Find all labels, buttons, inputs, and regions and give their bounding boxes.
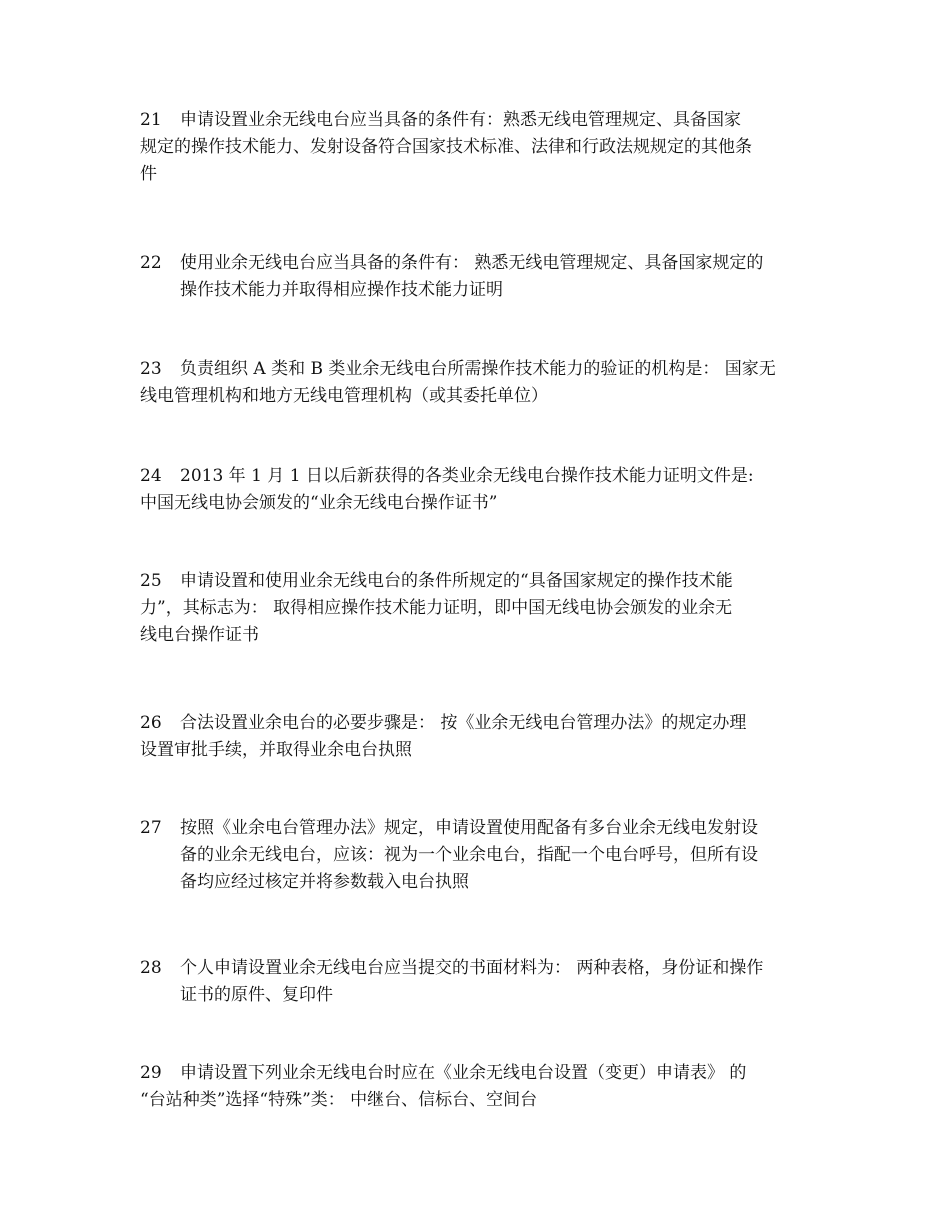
question-line: 力”，其标志为： 取得相应操作技术能力证明，即中国无线电协会颁发的业余无 — [140, 598, 733, 618]
question-line — [140, 463, 840, 490]
question-text: 负责组织 A 类和 B 类业余无线电台所需操作技术能力的验证的机构是： 国家无 — [180, 359, 776, 379]
question-text: 按照《业余电台管理办法》规定，申请设置使用配备有多台业余无线电发射设 — [180, 818, 758, 838]
question-number: 29 — [140, 1063, 162, 1083]
question-27 — [140, 815, 840, 896]
question-line: 规定的操作技术能力、发射设备符合国家技术标准、法律和行政法规规定的其他条 — [140, 137, 752, 157]
question-number: 28 — [140, 958, 162, 978]
question-number: 21 — [140, 110, 162, 130]
question-line — [140, 250, 840, 277]
question-number: 25 — [140, 571, 162, 591]
question-line — [140, 815, 840, 842]
question-text: 2013 年 1 月 1 日以后新获得的各类业余无线电台操作技术能力证明文件是: — [180, 466, 754, 486]
question-line — [140, 107, 840, 134]
question-21 — [140, 107, 840, 188]
question-24 — [140, 463, 840, 517]
question-line — [140, 710, 840, 737]
question-number: 23 — [140, 359, 162, 379]
question-line: “台站种类”选择“特殊”类： 中继台、信标台、空间台 — [140, 1090, 538, 1110]
question-text: 个人申请设置业余无线电台应当提交的书面材料为： 两种表格，身份证和操作 — [180, 958, 764, 978]
question-text: 申请设置和使用业余无线电台的条件所规定的“具备国家规定的操作技术能 — [180, 571, 733, 591]
question-line: 证书的原件、复印件 — [180, 985, 333, 1005]
question-29 — [140, 1060, 840, 1114]
question-22 — [140, 250, 840, 304]
question-28 — [140, 955, 840, 1009]
question-line — [140, 955, 840, 982]
question-line: 设置审批手续，并取得业余电台执照 — [140, 740, 412, 760]
question-line: 中国无线电协会颁发的“业余无线电台操作证书” — [140, 493, 498, 513]
question-line — [140, 1060, 840, 1087]
question-number: 22 — [140, 253, 162, 273]
question-text: 使用业余无线电台应当具备的条件有： 熟悉无线电管理规定、具备国家规定的 — [180, 253, 764, 273]
question-line: 备均应经过核定并将参数载入电台执照 — [180, 872, 469, 892]
question-line: 件 — [140, 164, 157, 184]
question-number: 26 — [140, 713, 162, 733]
question-line: 线电管理机构和地方无线电管理机构（或其委托单位） — [140, 386, 548, 406]
question-line: 备的业余无线电台，应该：视为一个业余电台，指配一个电台呼号，但所有设 — [180, 845, 758, 865]
question-line — [140, 356, 840, 383]
question-line: 线电台操作证书 — [140, 625, 259, 645]
question-text: 申请设置业余无线电台应当具备的条件有：熟悉无线电管理规定、具备国家 — [180, 110, 741, 130]
question-26 — [140, 710, 840, 764]
question-23 — [140, 356, 840, 410]
question-text: 申请设置下列业余无线电台时应在《业余无线电台设置（变更）申请表》 的 — [180, 1063, 747, 1083]
question-25 — [140, 568, 840, 649]
question-line — [140, 568, 840, 595]
question-number: 24 — [140, 466, 162, 486]
question-line: 操作技术能力并取得相应操作技术能力证明 — [180, 280, 503, 300]
question-text: 合法设置业余电台的必要步骤是： 按《业余无线电台管理办法》的规定办理 — [180, 713, 747, 733]
question-number: 27 — [140, 818, 162, 838]
